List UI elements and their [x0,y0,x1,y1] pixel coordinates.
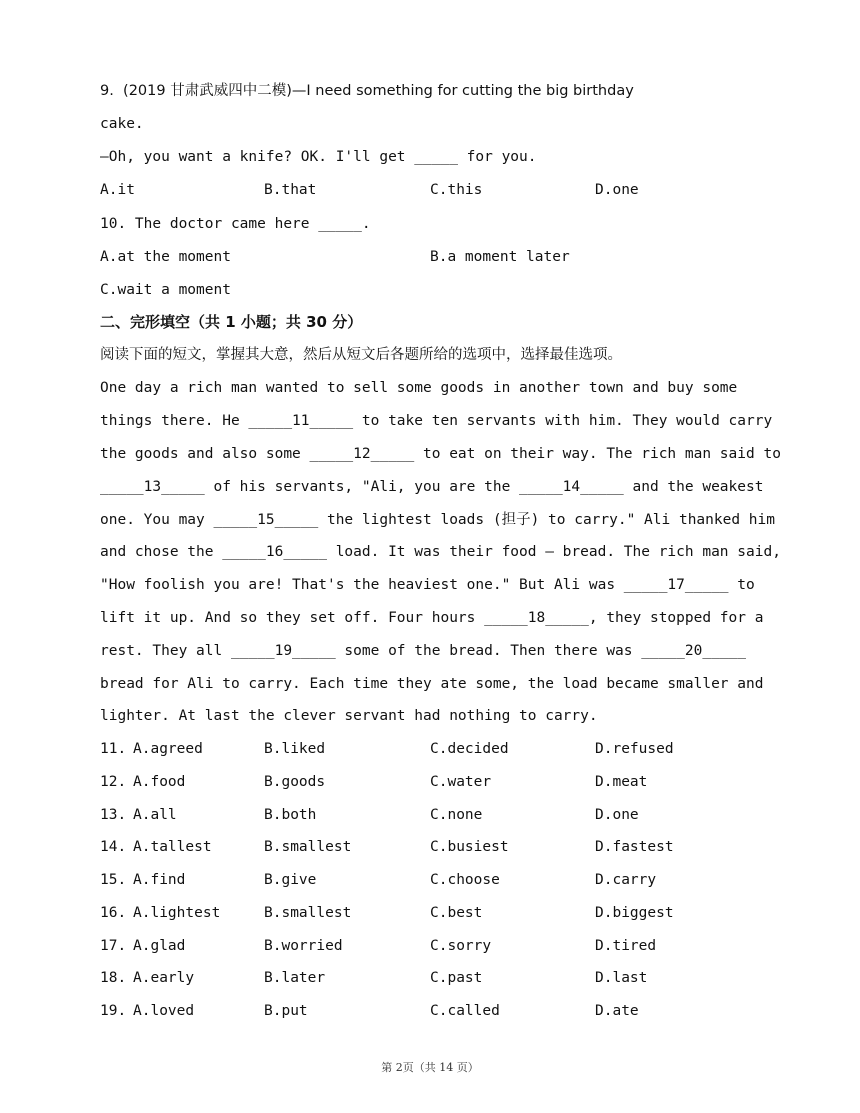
question-number: 18. [100,970,127,986]
option-d: D.refused [595,741,674,757]
page-footer: 第 2页（共 14 页） [381,1061,479,1074]
option-a: A.lightest [133,905,221,921]
option-a: A.early [133,970,195,986]
option-b: B.both [264,807,317,823]
option-b: B.smallest [264,905,352,921]
passage-line: "How foolish you are! That's the heaviest one." But Ali was _____17_____ to [100,577,755,593]
question-number: 19. [100,1003,127,1019]
option-c: C.past [430,970,483,986]
question-number: 11. [100,741,127,757]
q10-option-c: C.wait a moment [100,282,231,298]
passage-line: and chose the _____16_____ load. It was their food — bread. The rich man said, [100,544,781,560]
option-d: D.ate [595,1003,639,1019]
question-number: 15. [100,872,127,888]
option-c: C.choose [430,872,500,888]
option-a: A.tallest [133,839,212,855]
q9-stem-line-2: cake. [100,116,144,132]
question-number: 12. [100,774,127,790]
q9-option-c: C.this [430,182,483,198]
option-a: A.food [133,774,186,790]
option-c: C.best [430,905,483,921]
option-d: D.last [595,970,648,986]
option-d: D.one [595,807,639,823]
option-d: D.carry [595,872,657,888]
q9-option-b: B.that [264,182,317,198]
option-b: B.liked [264,741,326,757]
question-number: 13. [100,807,127,823]
option-d: D.biggest [595,905,674,921]
option-b: B.smallest [264,839,352,855]
section-heading: 二、完形填空（共 1 小题；共 30 分） [100,313,363,331]
option-c: C.decided [430,741,509,757]
passage-line: _____13_____ of his servants, "Ali, you are the _____14_____ and the weakest [100,479,764,495]
q9-stem-line-1: 9. (2019 甘肃武威四中二模)—I need something for cutting the big birthday [100,83,634,99]
option-c: C.none [430,807,483,823]
q9-option-a: A.it [100,182,135,198]
section-instruction: 阅读下面的短文，掌握其大意，然后从短文后各题所给的选项中，选择最佳选项。 [100,347,622,363]
passage-line: the goods and also some _____12_____ to eat on their way. The rich man said to [100,446,781,462]
option-b: B.later [264,970,326,986]
option-c: C.busiest [430,839,509,855]
option-a: A.glad [133,938,186,954]
option-c: C.called [430,1003,500,1019]
passage-line: bread for Ali to carry. Each time they ate some, the load became smaller and [100,676,764,692]
option-b: B.goods [264,774,326,790]
option-a: A.find [133,872,186,888]
passage-line: One day a rich man wanted to sell some goods in another town and buy some [100,380,738,396]
option-d: D.fastest [595,839,674,855]
option-a: A.agreed [133,741,203,757]
option-a: A.loved [133,1003,195,1019]
question-number: 17. [100,938,127,954]
option-d: D.meat [595,774,648,790]
option-b: B.put [264,1003,308,1019]
q10-stem: 10. The doctor came here _____. [100,216,371,232]
option-b: B.give [264,872,317,888]
q9-option-d: D.one [595,182,639,198]
passage-line: one. You may _____15_____ the lightest loads (担子) to carry." Ali thanked him [100,512,776,528]
question-number: 14. [100,839,127,855]
question-number: 16. [100,905,127,921]
option-c: C.water [430,774,492,790]
option-b: B.worried [264,938,343,954]
passage-line: lighter. At last the clever servant had nothing to carry. [100,708,598,724]
q10-option-a: A.at the moment [100,249,231,265]
q9-stem-line-3: —Oh, you want a knife? OK. I'll get _____ for you. [100,149,537,165]
option-a: A.all [133,807,177,823]
option-c: C.sorry [430,938,492,954]
q10-option-b: B.a moment later [430,249,570,265]
passage-line: lift it up. And so they set off. Four hours _____18_____, they stopped for a [100,610,764,626]
passage-line: things there. He _____11_____ to take ten servants with him. They would carry [100,413,773,429]
option-d: D.tired [595,938,657,954]
passage-line: rest. They all _____19_____ some of the bread. Then there was _____20_____ [100,643,747,659]
